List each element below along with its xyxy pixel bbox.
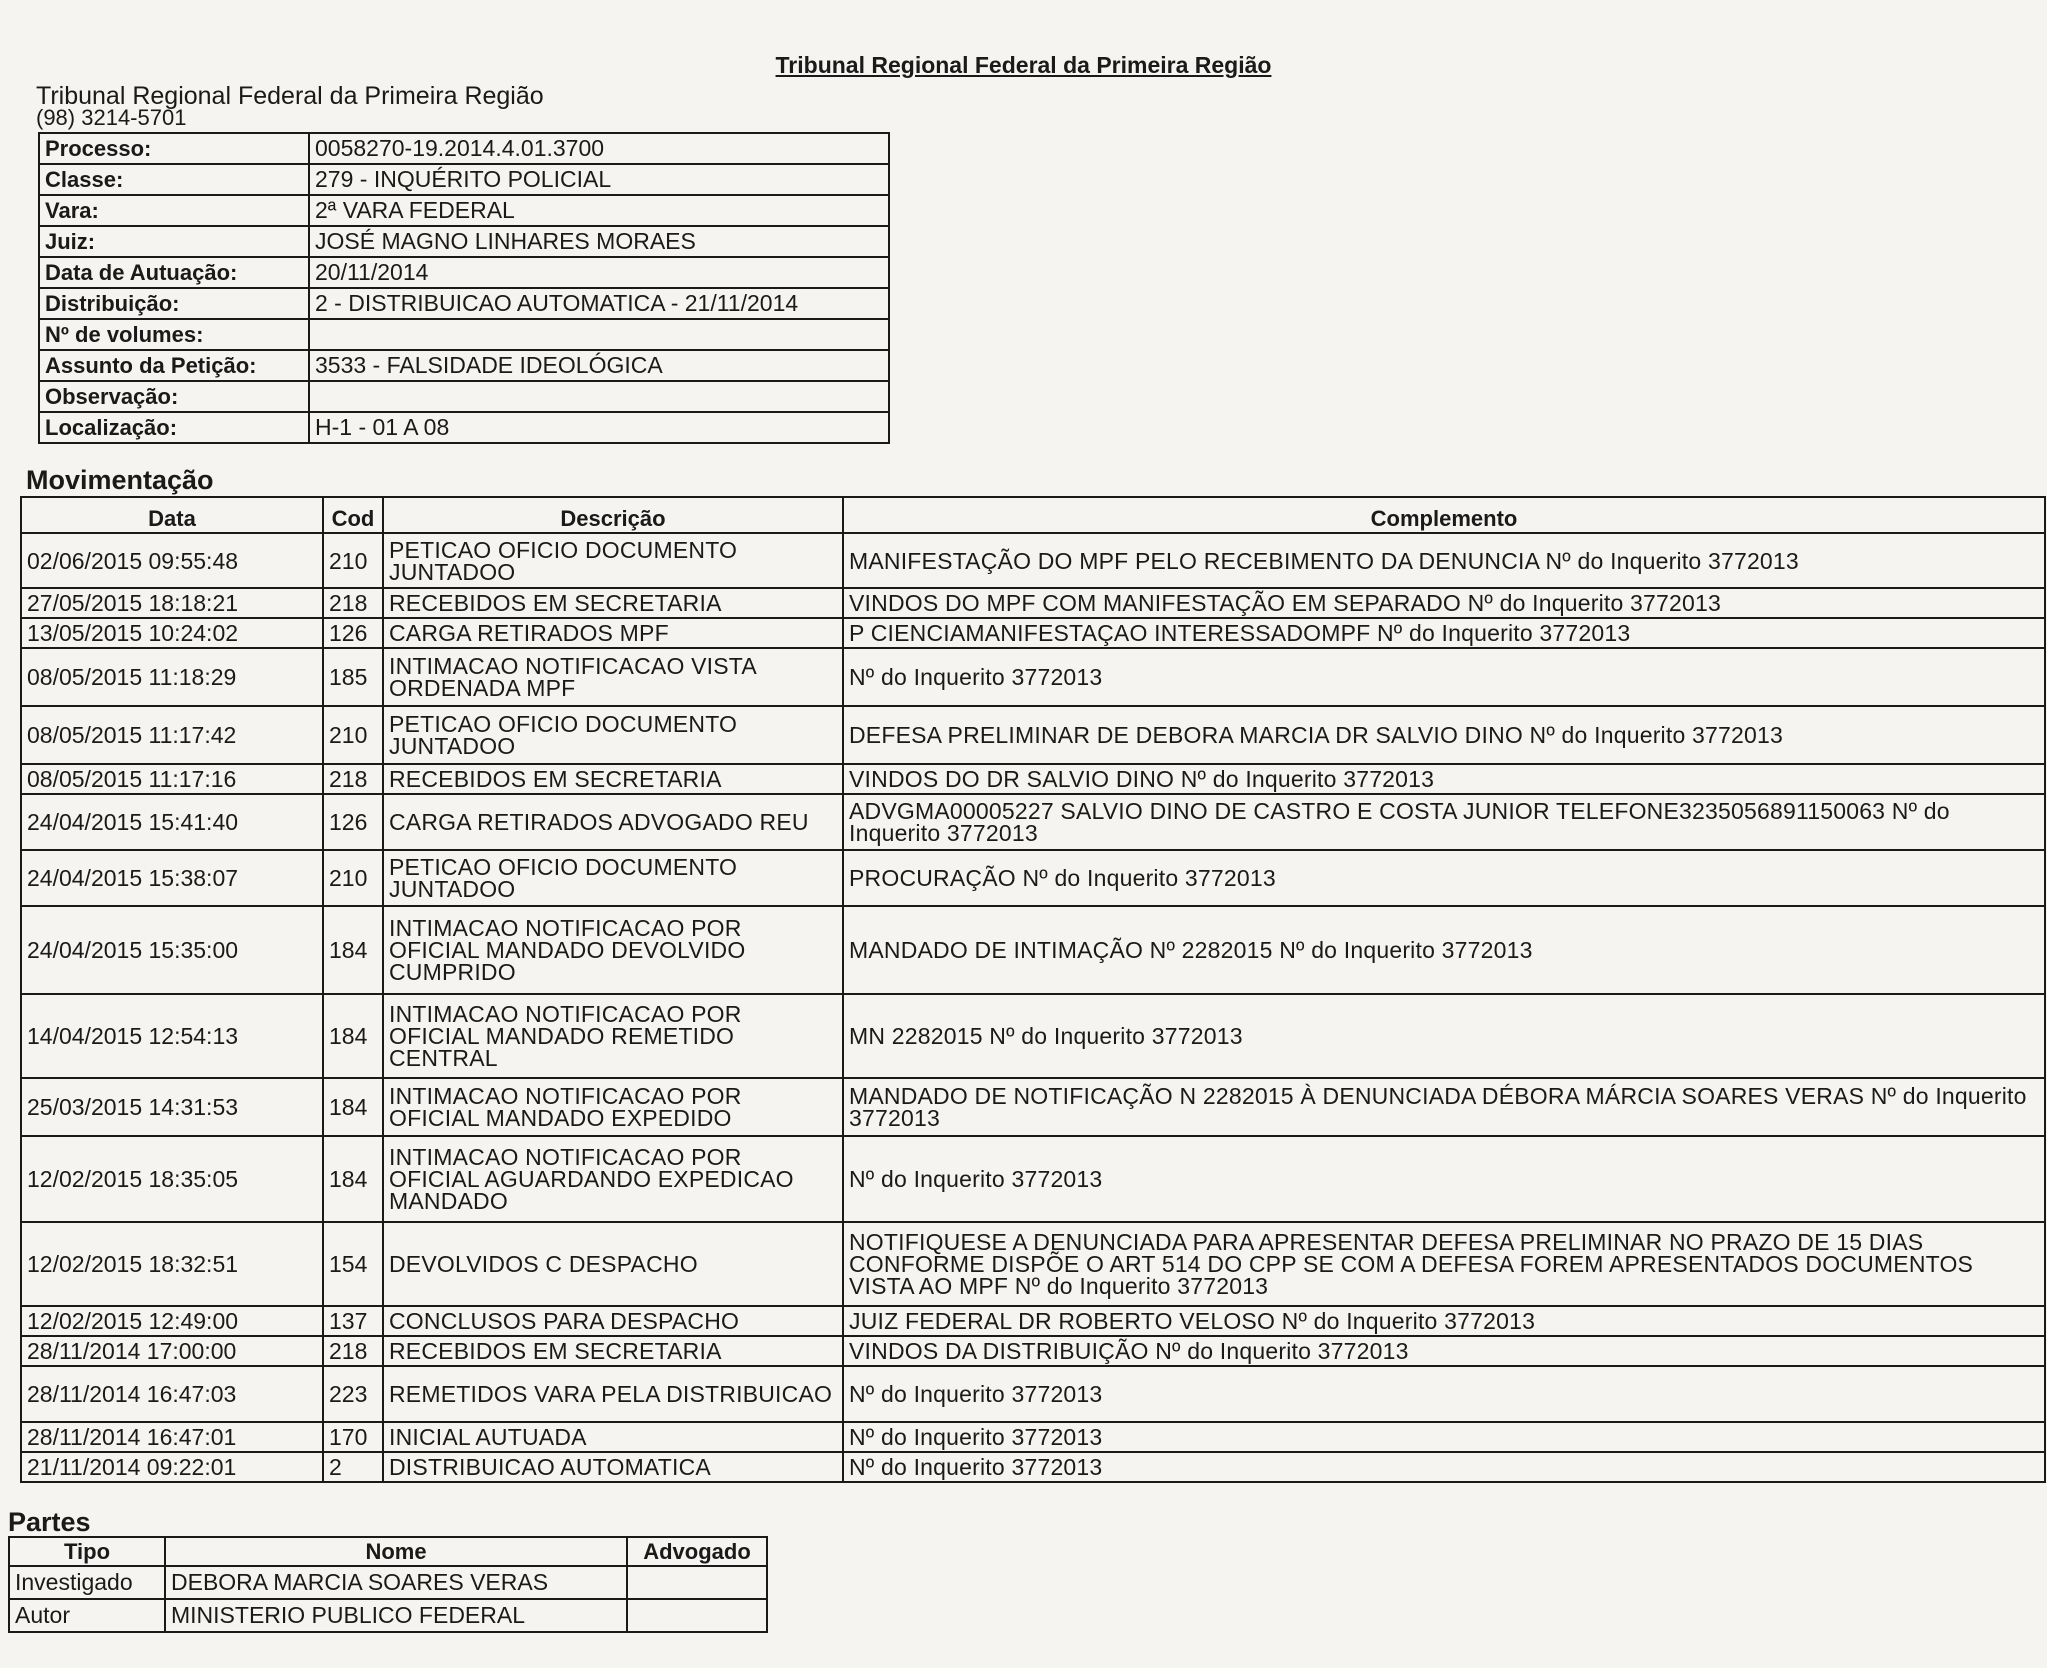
cell-data: 21/11/2014 09:22:01 bbox=[21, 1452, 323, 1482]
cell-cod: 210 bbox=[323, 850, 383, 906]
cell-data: 08/05/2015 11:17:16 bbox=[21, 764, 323, 794]
table-row bbox=[21, 1336, 2045, 1366]
info-label: Assunto da Petição: bbox=[39, 350, 309, 381]
cell-descricao: INTIMACAO NOTIFICACAO POR OFICIAL MANDADO REMETIDO CENTRAL bbox=[383, 994, 843, 1078]
cell-descricao: RECEBIDOS EM SECRETARIA bbox=[383, 764, 843, 794]
info-row bbox=[39, 195, 889, 226]
cell-data: 24/04/2015 15:38:07 bbox=[21, 850, 323, 906]
cell-data: 08/05/2015 11:18:29 bbox=[21, 648, 323, 706]
cell-descricao: INICIAL AUTUADA bbox=[383, 1422, 843, 1452]
info-row bbox=[39, 288, 889, 319]
table-row bbox=[21, 706, 2045, 764]
cell-cod: 218 bbox=[323, 588, 383, 618]
cell-cod: 184 bbox=[323, 994, 383, 1078]
cell-data: 27/05/2015 18:18:21 bbox=[21, 588, 323, 618]
table-row bbox=[21, 533, 2045, 588]
table-row bbox=[21, 1222, 2045, 1306]
cell-complemento: Nº do Inquerito 3772013 bbox=[843, 648, 2045, 706]
info-value: 2ª VARA FEDERAL bbox=[309, 195, 889, 226]
cell-tipo: Autor bbox=[9, 1599, 165, 1632]
movimentacao-table bbox=[20, 496, 2046, 1483]
table-row bbox=[21, 1422, 2045, 1452]
cell-complemento: ADVGMA00005227 SALVIO DINO DE CASTRO E COSTA JUNIOR TELEFONE3235056891150063 Nº do Inquerito 3772013 bbox=[843, 794, 2045, 850]
table-row bbox=[9, 1599, 767, 1632]
column-header-descricao: Descrição bbox=[383, 497, 843, 533]
info-value bbox=[309, 319, 889, 350]
cell-descricao: INTIMACAO NOTIFICACAO POR OFICIAL MANDADO DEVOLVIDO CUMPRIDO bbox=[383, 906, 843, 994]
cell-data: 12/02/2015 18:32:51 bbox=[21, 1222, 323, 1306]
cell-data: 28/11/2014 16:47:03 bbox=[21, 1366, 323, 1422]
cell-complemento: JUIZ FEDERAL DR ROBERTO VELOSO Nº do Inquerito 3772013 bbox=[843, 1306, 2045, 1336]
cell-data: 12/02/2015 12:49:00 bbox=[21, 1306, 323, 1336]
cell-descricao: CONCLUSOS PARA DESPACHO bbox=[383, 1306, 843, 1336]
info-label: Juiz: bbox=[39, 226, 309, 257]
cell-complemento: Nº do Inquerito 3772013 bbox=[843, 1366, 2045, 1422]
table-row bbox=[21, 1306, 2045, 1336]
table-row bbox=[21, 1078, 2045, 1136]
cell-complemento: Nº do Inquerito 3772013 bbox=[843, 1452, 2045, 1482]
cell-complemento: MANDADO DE NOTIFICAÇÃO N 2282015 À DENUNCIADA DÉBORA MÁRCIA SOARES VERAS Nº do Inquerito 3772013 bbox=[843, 1078, 2045, 1136]
cell-cod: 185 bbox=[323, 648, 383, 706]
cell-advogado bbox=[627, 1566, 767, 1599]
info-label: Processo: bbox=[39, 133, 309, 164]
cell-cod: 184 bbox=[323, 1078, 383, 1136]
table-row bbox=[21, 994, 2045, 1078]
cell-cod: 154 bbox=[323, 1222, 383, 1306]
partes-heading: Partes bbox=[8, 1507, 91, 1537]
info-row bbox=[39, 257, 889, 288]
table-row bbox=[21, 764, 2045, 794]
cell-complemento: P CIENCIAMANIFESTAÇAO INTERESSADOMPF Nº do Inquerito 3772013 bbox=[843, 618, 2045, 648]
cell-complemento: VINDOS DA DISTRIBUIÇÃO Nº do Inquerito 3772013 bbox=[843, 1336, 2045, 1366]
info-row bbox=[39, 164, 889, 195]
cell-complemento: NOTIFIQUESE A DENUNCIADA PARA APRESENTAR DEFESA PRELIMINAR NO PRAZO DE 15 DIAS CONFORME DISPÕE O ART 514 DO CPP SE COM A DEFESA FOREM APRESENTADOS DOCUMENTOS VISTA AO MPF Nº do Inquerito 3772013 bbox=[843, 1222, 2045, 1306]
cell-cod: 218 bbox=[323, 764, 383, 794]
table-row bbox=[21, 906, 2045, 994]
info-label: Classe: bbox=[39, 164, 309, 195]
cell-cod: 126 bbox=[323, 618, 383, 648]
partes-table bbox=[8, 1536, 768, 1633]
column-header-nome: Nome bbox=[165, 1537, 627, 1566]
partes-header-row bbox=[9, 1537, 767, 1566]
cell-complemento: MN 2282015 Nº do Inquerito 3772013 bbox=[843, 994, 2045, 1078]
info-row bbox=[39, 412, 889, 443]
table-row bbox=[21, 850, 2045, 906]
column-header-data: Data bbox=[21, 497, 323, 533]
table-row bbox=[21, 794, 2045, 850]
cell-data: 25/03/2015 14:31:53 bbox=[21, 1078, 323, 1136]
cell-cod: 218 bbox=[323, 1336, 383, 1366]
column-header-tipo: Tipo bbox=[9, 1537, 165, 1566]
info-value: 2 - DISTRIBUICAO AUTOMATICA - 21/11/2014 bbox=[309, 288, 889, 319]
cell-data: 28/11/2014 17:00:00 bbox=[21, 1336, 323, 1366]
cell-tipo: Investigado bbox=[9, 1566, 165, 1599]
cell-descricao: INTIMACAO NOTIFICACAO POR OFICIAL MANDADO EXPEDIDO bbox=[383, 1078, 843, 1136]
table-row bbox=[9, 1566, 767, 1599]
info-row bbox=[39, 350, 889, 381]
movimentacao-heading: Movimentação bbox=[26, 465, 214, 495]
cell-complemento: Nº do Inquerito 3772013 bbox=[843, 1136, 2045, 1222]
info-value: JOSÉ MAGNO LINHARES MORAES bbox=[309, 226, 889, 257]
court-phone: (98) 3214-5701 bbox=[36, 105, 187, 130]
cell-complemento: DEFESA PRELIMINAR DE DEBORA MARCIA DR SALVIO DINO Nº do Inquerito 3772013 bbox=[843, 706, 2045, 764]
table-row bbox=[21, 648, 2045, 706]
cell-complemento: PROCURAÇÃO Nº do Inquerito 3772013 bbox=[843, 850, 2045, 906]
cell-data: 24/04/2015 15:41:40 bbox=[21, 794, 323, 850]
table-row bbox=[21, 1366, 2045, 1422]
info-value bbox=[309, 381, 889, 412]
cell-data: 14/04/2015 12:54:13 bbox=[21, 994, 323, 1078]
cell-descricao: RECEBIDOS EM SECRETARIA bbox=[383, 1336, 843, 1366]
cell-descricao: PETICAO OFICIO DOCUMENTO JUNTADOO bbox=[383, 850, 843, 906]
table-row bbox=[21, 618, 2045, 648]
table-row bbox=[21, 588, 2045, 618]
process-info-table bbox=[38, 132, 890, 444]
cell-descricao: CARGA RETIRADOS MPF bbox=[383, 618, 843, 648]
cell-cod: 184 bbox=[323, 1136, 383, 1222]
info-row bbox=[39, 133, 889, 164]
cell-cod: 126 bbox=[323, 794, 383, 850]
cell-data: 02/06/2015 09:55:48 bbox=[21, 533, 323, 588]
cell-complemento: MANIFESTAÇÃO DO MPF PELO RECEBIMENTO DA DENUNCIA Nº do Inquerito 3772013 bbox=[843, 533, 2045, 588]
info-value: H-1 - 01 A 08 bbox=[309, 412, 889, 443]
cell-descricao: CARGA RETIRADOS ADVOGADO REU bbox=[383, 794, 843, 850]
info-label: Localização: bbox=[39, 412, 309, 443]
cell-cod: 170 bbox=[323, 1422, 383, 1452]
info-value: 3533 - FALSIDADE IDEOLÓGICA bbox=[309, 350, 889, 381]
cell-descricao: INTIMACAO NOTIFICACAO VISTA ORDENADA MPF bbox=[383, 648, 843, 706]
cell-descricao: DEVOLVIDOS C DESPACHO bbox=[383, 1222, 843, 1306]
column-header-advogado: Advogado bbox=[627, 1537, 767, 1566]
court-name: Tribunal Regional Federal da Primeira Região bbox=[36, 82, 544, 110]
table-row bbox=[21, 1136, 2045, 1222]
column-header-cod: Cod bbox=[323, 497, 383, 533]
cell-nome: DEBORA MARCIA SOARES VERAS bbox=[165, 1566, 627, 1599]
movimentacao-header-row bbox=[21, 497, 2045, 533]
info-value: 0058270-19.2014.4.01.3700 bbox=[309, 133, 889, 164]
info-row bbox=[39, 319, 889, 350]
cell-descricao: RECEBIDOS EM SECRETARIA bbox=[383, 588, 843, 618]
cell-data: 24/04/2015 15:35:00 bbox=[21, 906, 323, 994]
info-label: Nº de volumes: bbox=[39, 319, 309, 350]
cell-descricao: INTIMACAO NOTIFICACAO POR OFICIAL AGUARDANDO EXPEDICAO MANDADO bbox=[383, 1136, 843, 1222]
cell-data: 28/11/2014 16:47:01 bbox=[21, 1422, 323, 1452]
info-row bbox=[39, 381, 889, 412]
cell-advogado bbox=[627, 1599, 767, 1632]
cell-complemento: VINDOS DO DR SALVIO DINO Nº do Inquerito 3772013 bbox=[843, 764, 2045, 794]
cell-complemento: Nº do Inquerito 3772013 bbox=[843, 1422, 2045, 1452]
cell-descricao: PETICAO OFICIO DOCUMENTO JUNTADOO bbox=[383, 706, 843, 764]
info-value: 20/11/2014 bbox=[309, 257, 889, 288]
cell-data: 13/05/2015 10:24:02 bbox=[21, 618, 323, 648]
column-header-complemento: Complemento bbox=[843, 497, 2045, 533]
cell-data: 12/02/2015 18:35:05 bbox=[21, 1136, 323, 1222]
cell-data: 08/05/2015 11:17:42 bbox=[21, 706, 323, 764]
info-label: Vara: bbox=[39, 195, 309, 226]
cell-cod: 210 bbox=[323, 533, 383, 588]
info-label: Distribuição: bbox=[39, 288, 309, 319]
table-row bbox=[21, 1452, 2045, 1482]
cell-cod: 184 bbox=[323, 906, 383, 994]
document-title: Tribunal Regional Federal da Primeira Região bbox=[775, 52, 1272, 78]
cell-complemento: VINDOS DO MPF COM MANIFESTAÇÃO EM SEPARADO Nº do Inquerito 3772013 bbox=[843, 588, 2045, 618]
cell-complemento: MANDADO DE INTIMAÇÃO Nº 2282015 Nº do Inquerito 3772013 bbox=[843, 906, 2045, 994]
info-row bbox=[39, 226, 889, 257]
cell-descricao: DISTRIBUICAO AUTOMATICA bbox=[383, 1452, 843, 1482]
info-label: Data de Autuação: bbox=[39, 257, 309, 288]
cell-cod: 223 bbox=[323, 1366, 383, 1422]
cell-descricao: REMETIDOS VARA PELA DISTRIBUICAO bbox=[383, 1366, 843, 1422]
info-value: 279 - INQUÉRITO POLICIAL bbox=[309, 164, 889, 195]
info-label: Observação: bbox=[39, 381, 309, 412]
cell-nome: MINISTERIO PUBLICO FEDERAL bbox=[165, 1599, 627, 1632]
cell-cod: 2 bbox=[323, 1452, 383, 1482]
cell-cod: 137 bbox=[323, 1306, 383, 1336]
cell-descricao: PETICAO OFICIO DOCUMENTO JUNTADOO bbox=[383, 533, 843, 588]
cell-cod: 210 bbox=[323, 706, 383, 764]
